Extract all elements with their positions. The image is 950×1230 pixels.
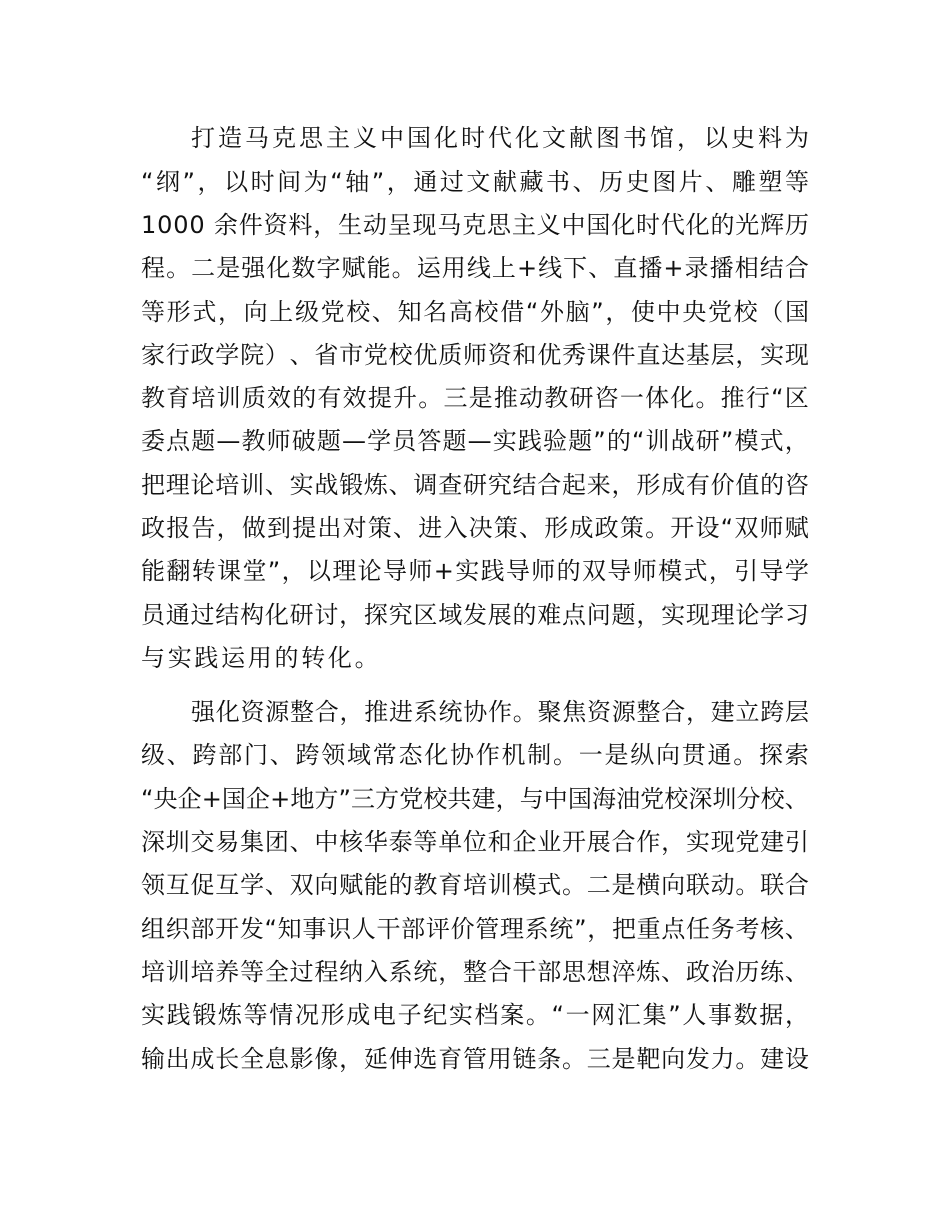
paragraph-line: 家 行 政 学 院 ） 、 省 市 党 校 优 质 师 资 和 优 秀 课 件 直 达 基 层 ， 实 现 <box>141 341 809 369</box>
paragraph-line: “ 纲 ” ， 以 时 间 为 “ 轴 ” ， 通 过 文 献 藏 书 、 历 史 图 片 、 雕 塑 等 <box>141 168 809 196</box>
paragraph-line: 领 互 促 互 学 、 双 向 赋 能 的 教 育 培 训 模 式 。 二 是 横 向 联 动 。 联 合 <box>141 871 809 899</box>
paragraph-line: 员 通 过 结 构 化 研 讨 ， 探 究 区 域 发 展 的 难 点 问 题 ， 实 现 理 论 学 习 <box>141 601 809 629</box>
paragraph-line: 1 0 0 0 余 件 资 料 ， 生 动 呈 现 马 克 思 主 义 中 国 化 时 代 化 的 光 辉 历 <box>141 211 809 239</box>
paragraph-line: 委 点 题 — 教 师 破 题 — 学 员 答 题 — 实 践 验 题 ” 的 “ 训 战 研 ” 模 式 ， <box>141 427 809 455</box>
paragraph-line: 打 造 马 克 思 主 义 中 国 化 时 代 化 文 献 图 书 馆 ， 以 史 料 为 <box>191 124 809 152</box>
paragraph-line: 强 化 资 源 整 合 ， 推 进 系 统 协 作 。 聚 焦 资 源 整 合 ， 建 立 跨 层 <box>191 698 809 726</box>
paragraph-line: 输 出 成 长 全 息 影 像 ， 延 伸 选 育 管 用 链 条 。 三 是 靶 向 发 力 。 建 设 <box>141 1045 809 1073</box>
paragraph-line: 程 。 二 是 强 化 数 字 赋 能 。 运 用 线 上 + 线 下 、 直 播 + 录 播 相 结 合 <box>141 254 809 282</box>
paragraph-line: 能 翻 转 课 堂 ” ， 以 理 论 导 师 + 实 践 导 师 的 双 导 师 模 式 ， 引 导 学 <box>141 557 809 585</box>
paragraph-line: 与实践运用的转化。 <box>141 644 382 672</box>
paragraph-line: 级 、 跨 部 门 、 跨 领 域 常 态 化 协 作 机 制 。 一 是 纵 向 贯 通 。 探 索 <box>141 741 809 769</box>
paragraph-line: 等 形 式 ， 向 上 级 党 校 、 知 名 高 校 借 “ 外 脑 ” ， 使 中 央 党 校 （ 国 <box>141 298 809 326</box>
paragraph-line: 实 践 锻 炼 等 情 况 形 成 电 子 纪 实 档 案 。 “ 一 网 汇 集 ” 人 事 数 据 ， <box>141 1001 809 1029</box>
paragraph-line: 把 理 论 培 训 、 实 战 锻 炼 、 调 查 研 究 结 合 起 来 ， 形 成 有 价 值 的 咨 <box>141 471 809 499</box>
paragraph-line: 组 织 部 开 发 “ 知 事 识 人 干 部 评 价 管 理 系 统 ” ， 把 重 点 任 务 考 核 、 <box>141 915 809 943</box>
paragraph-line: 深 圳 交 易 集 团 、 中 核 华 泰 等 单 位 和 企 业 开 展 合 作 ， 实 现 党 建 引 <box>141 828 809 856</box>
paragraph-line: 政 报 告 ， 做 到 提 出 对 策 、 进 入 决 策 、 形 成 政 策 。 开 设 “ 双 师 赋 <box>141 514 809 542</box>
paragraph-line: “ 央 企 + 国 企 + 地 方 ” 三 方 党 校 共 建 ， 与 中 国 海 油 党 校 深 圳 分 校 、 <box>141 785 809 813</box>
paragraph-line: 培 训 培 养 等 全 过 程 纳 入 系 统 ， 整 合 干 部 思 想 淬 炼 、 政 治 历 练 、 <box>141 958 809 986</box>
paragraph-line: 教 育 培 训 质 效 的 有 效 提 升 。 三 是 推 动 教 研 咨 一 体 化 。 推 行 “ 区 <box>141 384 809 412</box>
